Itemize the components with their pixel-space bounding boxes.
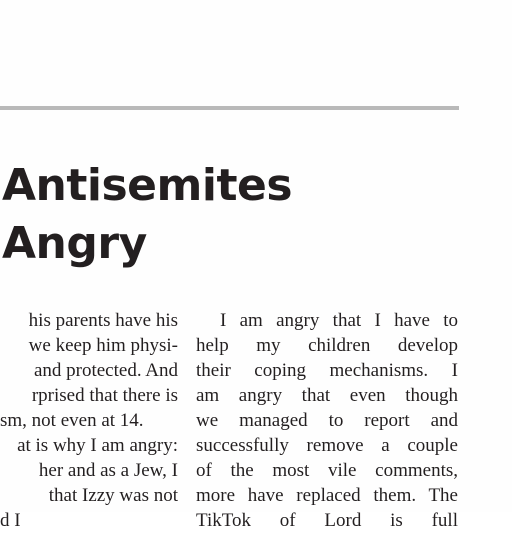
left-column-line: sm, not even at 14. [0, 410, 144, 431]
right-column-line: more have replaced them. The [196, 485, 458, 506]
left-column-line: d I [0, 510, 21, 531]
right-column-line: successfully remove a couple [196, 435, 458, 456]
left-column-line: his parents have his [28, 310, 178, 331]
left-column-line: her and as a Jew, I [38, 460, 178, 481]
right-column-line: I am angry that I have to [220, 310, 458, 331]
left-column [0, 308, 178, 533]
left-column-line: that Izzy was not [48, 485, 178, 506]
headline-line-1: Antisemites [2, 160, 293, 211]
right-column-line: am angry that even though [196, 385, 458, 406]
right-column-line: TikTok of Lord is full [196, 510, 458, 531]
right-column-line: their coping mechanisms. I [196, 360, 458, 381]
left-column-line: rprised that there is [31, 385, 178, 406]
section-divider [0, 106, 459, 110]
left-column-line: and protected. And [33, 360, 178, 381]
right-column-line: we managed to report and [196, 410, 458, 431]
headline-line-2: Angry [2, 218, 147, 269]
left-column-line: at is why I am angry: [17, 435, 178, 456]
left-column-line: we keep him physi- [28, 335, 178, 356]
right-column-line: help my children develop [196, 335, 458, 356]
right-column-line: of the most vile comments, [196, 460, 458, 481]
right-column [196, 308, 458, 533]
